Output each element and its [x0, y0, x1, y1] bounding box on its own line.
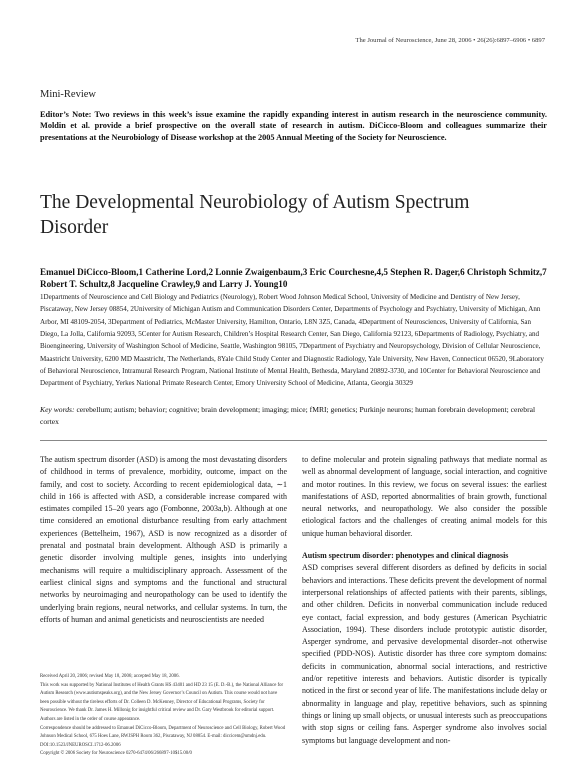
keywords-label: Key words:: [40, 405, 75, 414]
editors-note: Editor’s Note: Two reviews in this week’s issue examine the rapidly expanding interest in autism research in the neuroscience community. Moldin et al. provide a brief prospective on the overall state of research in autism. DiCicco-Bloom and colleagues summarize their presentations at the Neurobiology of Disease workshop at the 2005 Annual Meeting of the Society for Neuroscience.: [40, 110, 547, 142]
footnote-doi: DOI:10.1523/JNEUROSCI.1712-06.2006: [40, 742, 121, 748]
article-title: The Developmental Neurobiology of Autism Spectrum Disorder: [40, 192, 470, 238]
footnote-copyright: Copyright © 2006 Society for Neuroscience 0270-6474/06/266897-10$15.00/0: [40, 751, 192, 757]
section-label: Mini-Review: [40, 89, 96, 100]
paragraph-gap: [302, 540, 547, 550]
footnote-funding: This work was supported by National Institutes of Health Grants HS 43401 and HD 23 15 (E. D.-B.), the National Alliance for Autism Research (www.autismspeaks.org), and the New Jersey Governor’s Council on Autism. This course would not have been possible without the tireless efforts of Dr. Colleen D. McKenney, Director of Educational Programs, Society for Neuroscience. We thank Dr. James H. Millonig for insightful critical review and Dr. Gary Westbrook for editorial support.: [40, 682, 284, 714]
body-column-right: [302, 454, 547, 747]
section-heading: Autism spectrum disorder: phenotypes and clinical diagnosis: [302, 551, 509, 561]
author-list: Emanuel DiCicco-Bloom,1 Catherine Lord,2 Lonnie Zwaigenbaum,3 Eric Courchesne,4,5 Stephen R. Dager,6 Christoph Schmitz,7 Robert T. Schultz,8 Jacqueline Crawley,9 and Larry J. Young10: [40, 267, 547, 290]
body-column-left: The autism spectrum disorder (ASD) is among the most devastating disorders of childhood in terms of prevalence, morbidity, outcome, impact on the family, and cost to society. According to recent epidemiological data, ∼1 child in 166 is affected with ASD, a considerable increase compared with estimates compiled 15–20 years ago (Fombonne, 2003a,b). Although at one time considered an emotional disturbance resulting from early attachment experiences (Bettelheim, 1967), ASD is now recognized as a disorder of prenatal and postnatal brain development. Although ASD is primarily a genetic disorder involving multiple genes, insights into underlying mechanisms will require a multidisciplinary approach. Assessment of the earliest clinical signs and symptoms and the functional and structural networks by neuroimaging and neuropathology can be used to identify the underlying brain regions, neural networks, and cellular systems. In turn, the efforts of human and animal geneticists and neuroscientists are needed: [40, 455, 287, 624]
running-head: The Journal of Neuroscience, June 28, 2006 • 26(26):6897–6906 • 6897: [355, 37, 545, 44]
footnotes: [40, 673, 287, 759]
section-divider: [40, 440, 547, 441]
keywords-list: cerebellum; autism; behavior; cognitive; brain development; imaging; mice; fMRI; genetics; Purkinje neurons; human forebrain development; cerebral cortex: [40, 405, 536, 426]
footnote-author-order: Authors are listed in the order of course appearance.: [40, 716, 141, 722]
keywords: [40, 404, 547, 427]
footnote-correspondence: Correspondence should be addressed to Emanuel DiCicco-Bloom, Department of Neuroscience and Cell Biology, Robert Wood Johnson Medical School, 675 Hoes Lane, RWJSPH Room 362, Piscataway, NJ 08854. E-mail: diccicem@umdnj.edu.: [40, 725, 286, 740]
footnote-received: Received April 20, 2006; revised May 18, 2006; accepted May 18, 2006.: [40, 674, 180, 679]
section-paragraph: ASD comprises several different disorders as defined by deficits in social behaviors and interactions. These deficits prevent the development of normal interpersonal relationships of affected patients with their parents, siblings, and other children. Deficits in nonverbal communication include reduced eye contact, facial expression, and body gestures (American Psychiatric Association, 1994). These disorders include prototypic autistic disorder, Asperger syndrome, and pervasive developmental disorder–not otherwise specified (PDD-NOS). Autistic disorder has three core symptom domains: deficits in communication, abnormal social interactions, and restrictive and/or repetitive interests and behaviors. Autistic disorder is typically noticed in the first or second year of life. The manifestations include delay or abnormality in language and play, repetitive behaviors, such as spinning things or lining up small objects, or unusual interests such as preoccupations with stop signs or ceiling fans. Asperger syndrome also involves social symptoms but language development and non-: [302, 563, 547, 745]
affiliations: 1Departments of Neuroscience and Cell Biology and Pediatrics (Neurology), Robert Wood Johnson Medical School, University of Medicine and Dentistry of New Jersey, Piscataway, New Jersey 08854, 2University of Michigan Autism and Communication Disorders Center, Departments of Psychology and Psychiatry, University of Michigan, Ann Arbor, MI 48109-2054, 3Department of Pediatrics, McMaster University, Hamilton, Ontario, L8N 3Z5, Canada, 4Department of Neurosciences, University of California, San Diego, La Jolla, California 92093, 5Center for Autism Research, Children’s Hospital Research Center, San Diego, California 92123, 6Departments of Radiology, Psychiatry, and Bioengineering, University of Washington School of Medicine, Seattle, Washington 98105, 7Department of Psychiatry and Neuropsychology, Division of Cellular Neuroscience, Maastricht University, 6200 MD Maastricht, The Netherlands, 8Yale Child Study Center and Diagnostic Radiology, Yale University, New Haven, Connecticut 06520, 9Laboratory of Behavioral Neuroscience, Intramural Research Program, National Institute of Mental Health, Bethesda, Maryland 20892-3730, and 10Center for Behavioral Neuroscience and Department of Psychiatry, Yerkes National Primate Research Center, Emory University School of Medicine, Atlanta, Georgia 30329: [40, 293, 544, 388]
intro-paragraph-continued: to define molecular and protein signaling pathways that mediate normal as well as abnormal development of language, social interaction, and cognitive and motor routines. In this review, we focus on several issues: the earliest manifestations of ASD, reported abnormalities of brain growth, functional neural networks, and neuropathology. We also consider the possible etiological factors and the challenges of creating animal models for this unique human behavioral disorder.: [302, 455, 547, 538]
